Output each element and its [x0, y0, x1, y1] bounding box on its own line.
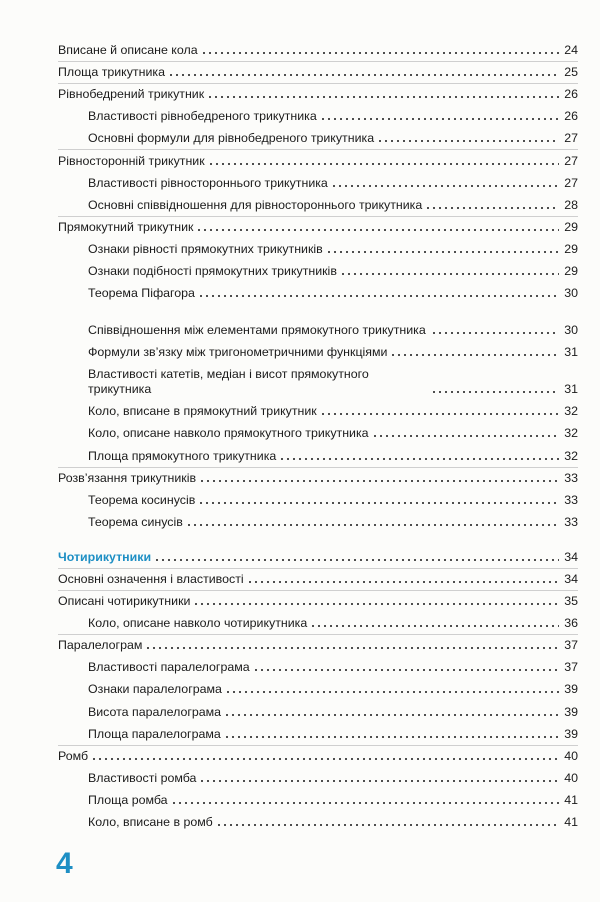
- dot-leader: [247, 580, 559, 584]
- toc-entry-page: 27: [564, 175, 578, 190]
- toc-entry[interactable]: [58, 634, 578, 656]
- page-number: 4: [56, 847, 73, 880]
- toc-subentry[interactable]: [88, 422, 578, 444]
- dot-leader: [331, 184, 559, 188]
- dot-leader: [320, 412, 559, 416]
- dot-leader: [310, 624, 559, 628]
- toc-entry-title: Властивості рівностороннього трикутника: [88, 175, 328, 190]
- toc-entry-title: Прямокутний трикутник: [58, 219, 194, 234]
- toc-entry-page: 25: [564, 65, 578, 80]
- toc-subentry[interactable]: [88, 700, 578, 722]
- dot-leader: [154, 558, 559, 562]
- toc-entry-title: Вписане й описане кола: [58, 43, 198, 58]
- toc-entry-page: 27: [564, 131, 578, 146]
- toc-entry[interactable]: [58, 39, 578, 61]
- dot-leader: [208, 162, 559, 166]
- toc-entry-title: Властивості паралелограма: [88, 660, 250, 675]
- toc-entry-page: 40: [564, 748, 578, 763]
- toc-entry-title: Площа паралелограма: [88, 726, 221, 741]
- toc-subentry[interactable]: [88, 656, 578, 678]
- toc-entry[interactable]: [58, 590, 578, 612]
- toc-entry-page: 31: [564, 345, 578, 360]
- toc-entry-title: Розв’язання трикутників: [58, 470, 197, 485]
- toc-entry-page: 32: [564, 404, 578, 419]
- dot-leader: [201, 51, 559, 55]
- toc-entry-title: Рівносторонній трикутник: [58, 153, 205, 168]
- dot-leader: [431, 331, 559, 335]
- toc-entry-page: 33: [564, 470, 578, 485]
- toc-subentry[interactable]: [88, 511, 578, 533]
- toc-entry-page: 29: [564, 241, 578, 256]
- toc-entry-title: Теорема Піфагора: [88, 286, 195, 301]
- dot-leader: [198, 501, 559, 505]
- toc-entry-title: Коло, описане навколо прямокутного трикутника: [88, 426, 369, 441]
- dot-leader: [199, 479, 559, 483]
- dot-leader: [168, 73, 559, 77]
- dot-leader: [225, 690, 559, 694]
- toc-entry-title: Властивості рівнобедреного трикутника: [88, 109, 317, 124]
- dot-leader: [372, 434, 559, 438]
- toc-subentry[interactable]: [88, 127, 578, 149]
- toc-entry-title: Властивості ромба: [88, 770, 197, 785]
- toc-entry-title: Основні означення і властивості: [58, 571, 244, 586]
- dot-leader: [193, 602, 559, 606]
- toc-entry-page: 40: [564, 770, 578, 785]
- dot-leader: [207, 95, 559, 99]
- toc-entry[interactable]: [58, 216, 578, 238]
- dot-leader: [186, 523, 559, 527]
- toc-entry-page: 41: [564, 815, 578, 829]
- toc-entry[interactable]: [58, 467, 578, 489]
- toc-entry-title: Площа прямокутного трикутника: [88, 448, 277, 463]
- toc-entry-page: 39: [564, 726, 578, 741]
- dot-leader: [91, 757, 559, 761]
- toc-entry-title: Формули зв’язку між тригонометричними функціями: [88, 345, 388, 360]
- toc-entry-page: 26: [564, 109, 578, 124]
- dot-leader: [198, 294, 559, 298]
- toc-entry-page: 27: [564, 153, 578, 168]
- toc-entry-page: 39: [564, 704, 578, 719]
- toc-entry[interactable]: [58, 568, 578, 590]
- toc-subentry[interactable]: [88, 444, 578, 466]
- dot-leader: [390, 353, 559, 357]
- toc-entry-page: 28: [564, 197, 578, 212]
- toc-entry-title: Співвідношення між елементами прямокутного трикутника: [88, 323, 426, 338]
- toc-subentry[interactable]: [88, 194, 578, 216]
- toc-entry-title: Властивості катетів, медіан і висот прямокутного трикутника: [88, 367, 369, 397]
- toc-entry[interactable]: [58, 83, 578, 105]
- toc-subentry[interactable]: [88, 341, 578, 363]
- dot-leader: [425, 206, 559, 210]
- toc-entry[interactable]: [58, 61, 578, 83]
- toc-subentry[interactable]: [88, 811, 578, 833]
- toc-entry-page: 36: [564, 616, 578, 631]
- dot-leader: [199, 779, 559, 783]
- toc-entry-title: Описані чотирикутники: [58, 594, 191, 609]
- toc-entry-title: Рівнобедрений трикутник: [58, 87, 205, 102]
- toc-subentry[interactable]: [88, 723, 578, 745]
- toc-entry-page: 35: [564, 594, 578, 609]
- toc-entry-page: 34: [564, 571, 578, 586]
- toc-entry-title: Ромб: [58, 748, 89, 763]
- toc-entry-page: 37: [564, 638, 578, 653]
- toc-subentry[interactable]: [88, 400, 578, 422]
- toc-subentry[interactable]: [88, 489, 578, 511]
- toc-subentry[interactable]: [88, 282, 578, 304]
- toc-entry-page: 33: [564, 492, 578, 507]
- toc-entry-title: Площа трикутника: [58, 65, 165, 80]
- dot-leader: [171, 801, 559, 805]
- dot-leader: [145, 646, 559, 650]
- toc-entry-title: Площа ромба: [88, 792, 168, 807]
- toc-entry-page: 41: [564, 792, 578, 807]
- toc-entry-title: Ознаки рівності прямокутних трикутників: [88, 241, 323, 256]
- toc-entry[interactable]: [58, 745, 578, 767]
- toc-entry-title: Ознаки подібності прямокутних трикутників: [88, 264, 337, 279]
- toc-entry-page: 39: [564, 682, 578, 697]
- toc-subentry[interactable]: [88, 767, 578, 789]
- toc-entry-title: Коло, вписане в ромб: [88, 815, 213, 829]
- dot-leader: [377, 139, 559, 143]
- toc-entry-title: Основні формули для рівнобедреного трикутника: [88, 131, 375, 146]
- toc-entry-title: Висота паралелограма: [88, 704, 222, 719]
- toc-entry-page: 30: [564, 323, 578, 338]
- dot-leader: [340, 272, 559, 276]
- toc-entry-page: 32: [564, 426, 578, 441]
- dot-leader: [224, 713, 559, 717]
- toc-entry-title: Коло, вписане в прямокутний трикутник: [88, 404, 317, 419]
- toc-section-heading[interactable]: [58, 546, 578, 568]
- toc-entry[interactable]: [58, 149, 578, 171]
- toc-entry-title: Ознаки паралелограма: [88, 682, 222, 697]
- toc-entry-page: 32: [564, 448, 578, 463]
- dot-leader: [326, 250, 559, 254]
- toc-subentry[interactable]: [88, 789, 578, 811]
- table-of-contents: [58, 39, 578, 833]
- toc-subentry[interactable]: [88, 172, 578, 194]
- dot-leader: [224, 735, 559, 739]
- toc-entry-page: 31: [564, 382, 578, 397]
- toc-entry-page: 33: [564, 514, 578, 529]
- toc-subentry[interactable]: [88, 363, 578, 400]
- dot-leader: [216, 823, 559, 827]
- toc-entry-page: 29: [564, 219, 578, 234]
- toc-entry-title: Чотирикутники: [58, 549, 152, 564]
- toc-entry-title: Основні співвідношення для рівностороннього трикутника: [88, 197, 423, 212]
- toc-entry-title: Теорема синусів: [88, 514, 183, 529]
- toc-entry-page: 34: [564, 549, 578, 564]
- dot-leader: [320, 117, 559, 121]
- toc-entry-title: Паралелограм: [58, 638, 143, 653]
- toc-subentry[interactable]: [88, 304, 578, 341]
- toc-subentry[interactable]: [88, 260, 578, 282]
- toc-entry-title: Коло, описане навколо чотирикутника: [88, 616, 308, 631]
- toc-subentry[interactable]: [88, 238, 578, 260]
- toc-subentry[interactable]: [88, 105, 578, 127]
- toc-entry-title: Теорема косинусів: [88, 492, 196, 507]
- dot-leader: [431, 390, 559, 394]
- dot-leader: [253, 668, 559, 672]
- toc-entry-page: 24: [564, 43, 578, 58]
- toc-entry-page: 30: [564, 286, 578, 301]
- toc-subentry[interactable]: [88, 678, 578, 700]
- dot-leader: [279, 457, 559, 461]
- toc-subentry[interactable]: [88, 612, 578, 634]
- toc-entry-page: 37: [564, 660, 578, 675]
- toc-entry-page: 29: [564, 264, 578, 279]
- toc-entry-page: 26: [564, 87, 578, 102]
- dot-leader: [196, 228, 559, 232]
